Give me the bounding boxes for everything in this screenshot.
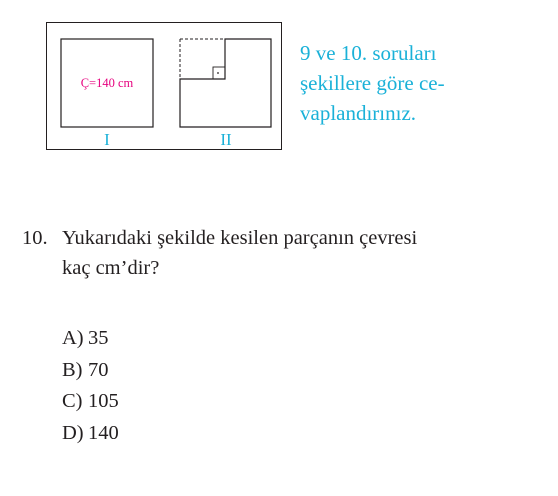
option-letter: C) (62, 390, 83, 412)
perimeter-label: Ç=140 cm (80, 76, 134, 90)
option-value: 70 (88, 358, 109, 381)
question-text-line-2: kaç cm’dir? (62, 257, 160, 279)
answer-options (62, 323, 119, 449)
option-d[interactable] (62, 418, 119, 450)
square-two (180, 39, 271, 127)
option-a[interactable] (62, 323, 119, 355)
option-letter: B) (62, 358, 83, 381)
option-letter: D) (62, 421, 84, 444)
figure-drawing (47, 23, 283, 151)
right-angle-dot (217, 72, 219, 74)
option-value: 35 (88, 327, 109, 349)
instruction-line-2: şekillere göre ce- (300, 71, 445, 95)
option-value: 105 (88, 390, 119, 412)
instruction-line-3: vaplandırınız. (300, 101, 417, 125)
option-b[interactable] (62, 355, 119, 387)
option-c[interactable] (62, 386, 119, 418)
question-number: 10. (22, 227, 48, 249)
instruction-text (300, 38, 530, 128)
right-angle-marker (213, 67, 225, 79)
option-letter: A) (62, 327, 84, 349)
question-text-line-1: Yukarıdaki şekilde kesilen parçanın çevresi (62, 227, 418, 249)
question-10 (22, 223, 552, 283)
instruction-line-1: 9 ve 10. soruları (300, 41, 437, 65)
label-one: I (104, 130, 110, 149)
label-two: II (220, 130, 232, 149)
option-value: 140 (88, 421, 119, 444)
figure-box (46, 22, 282, 150)
